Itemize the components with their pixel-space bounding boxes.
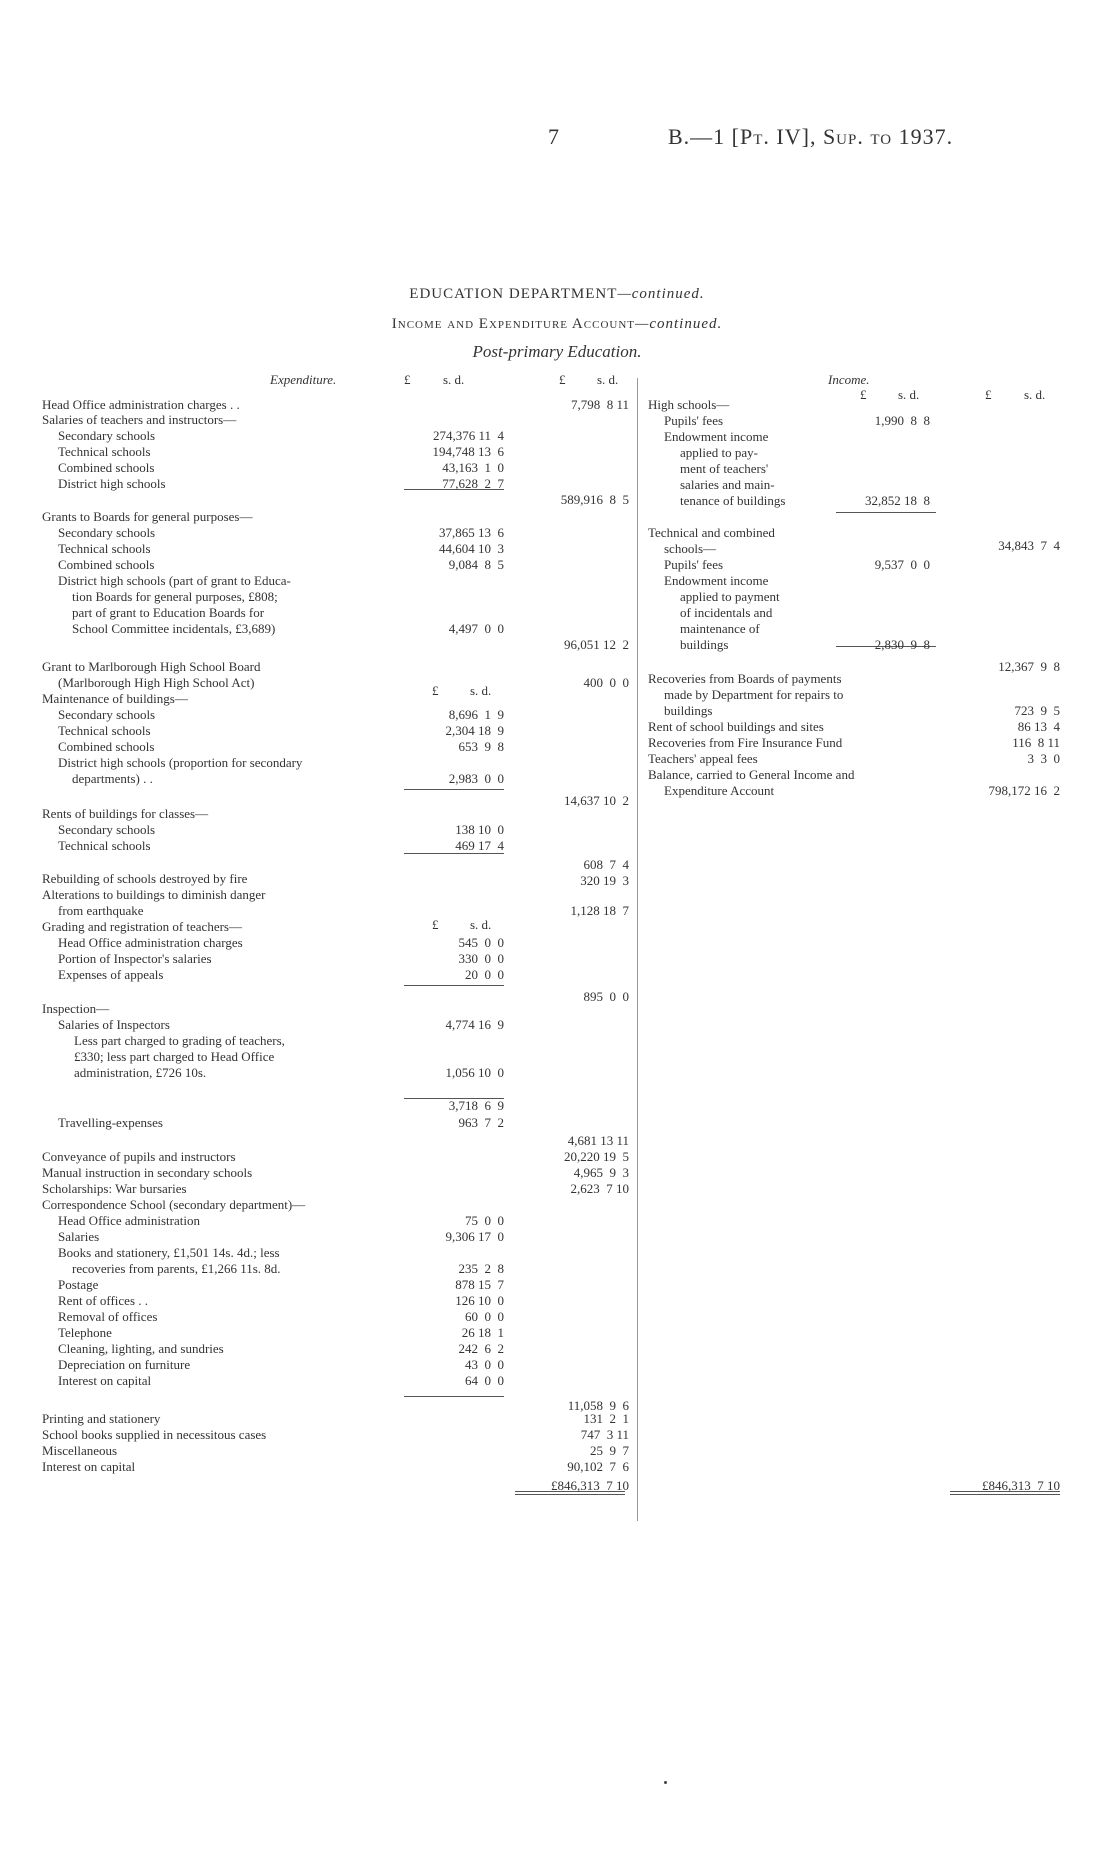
expenditure-line: (Marlborough High High School Act)	[58, 675, 255, 690]
expenditure-line: Expenses of appeals	[58, 967, 164, 982]
pound-heading: £	[559, 372, 566, 387]
expenditure-amount: 8,696 1 9	[448, 707, 504, 722]
page-number: 7	[548, 124, 559, 149]
section-title: Post-primary Education.	[472, 342, 642, 361]
expenditure-line: District high schools	[58, 476, 166, 491]
expenditure-line: District high schools (part of grant to Educa-	[58, 573, 291, 588]
expenditure-line: Books and stationery, £1,501 14s. 4d.; less	[58, 1245, 280, 1260]
expenditure-line: School books supplied in necessitous cases	[42, 1427, 267, 1442]
expenditure-line: Head Office administration	[58, 1213, 200, 1228]
expenditure-line: Telephone	[58, 1325, 112, 1340]
expenditure-line: Technical schools	[58, 541, 151, 556]
expenditure-amount: 75 0 0	[465, 1213, 504, 1228]
expenditure-line: Grants to Boards for general purposes—	[42, 509, 253, 524]
rule	[404, 985, 504, 986]
expenditure-amount: 2,983 0 0	[448, 771, 504, 786]
expenditure-amount: 963 7 2	[458, 1115, 504, 1130]
expenditure-amount: 545 0 0	[458, 935, 504, 950]
sd-heading: s. d.	[1024, 387, 1046, 402]
expenditure-amount: 9,084 8 5	[448, 557, 504, 572]
income-amount: 9,537 0 0	[874, 557, 930, 572]
expenditure-line: Secondary schools	[58, 525, 156, 540]
expenditure-line: Cleaning, lighting, and sundries	[58, 1341, 224, 1356]
expenditure-line: part of grant to Education Boards for	[72, 605, 265, 620]
pound-heading: £	[432, 683, 439, 698]
income-heading: Income.	[828, 372, 870, 387]
expenditure-line: administration, £726 10s.	[74, 1065, 207, 1080]
expenditure-heading: Expenditure.	[270, 372, 337, 387]
expenditure-line: Combined schools	[58, 460, 155, 475]
expenditure-line: Rebuilding of schools destroyed by fire	[42, 871, 248, 886]
sd-heading: s. d.	[443, 372, 465, 387]
expenditure-line: Combined schools	[58, 557, 155, 572]
expenditure-line: Head Office administration charges	[58, 935, 243, 950]
income-total: 86 13 4	[1017, 719, 1060, 734]
expenditure-line: School Committee incidentals, £3,689)	[72, 621, 276, 636]
expenditure-line: Alterations to buildings to diminish danger	[42, 887, 266, 902]
expenditure-total: 895 0 0	[583, 989, 629, 1004]
income-line: Pupils' fees	[664, 557, 724, 572]
expenditure-total: 320 19 3	[580, 873, 629, 888]
expenditure-line: Rents of buildings for classes—	[42, 806, 209, 821]
expenditure-total: 2,623 7 10	[570, 1181, 629, 1196]
expenditure-line: Grading and registration of teachers—	[42, 919, 242, 934]
income-total: 12,367 9 8	[998, 659, 1060, 674]
account-title: Income and Expenditure Account—continued.	[391, 316, 723, 332]
expenditure-line: Head Office administration charges . .	[42, 397, 240, 412]
sd-heading: s. d.	[470, 917, 492, 932]
expenditure-line: Conveyance of pupils and instructors	[42, 1149, 236, 1164]
expenditure-amount: 4,497 0 0	[448, 621, 504, 636]
income-line: Pupils' fees	[664, 413, 724, 428]
expenditure-total: 589,916 8 5	[560, 492, 629, 507]
expenditure-total: 11,058 9 6	[567, 1398, 629, 1413]
expenditure-line: Technical schools	[58, 444, 151, 459]
expenditure-total: £846,313 7 10	[551, 1478, 629, 1493]
expenditure-line: Miscellaneous	[42, 1443, 118, 1458]
rule	[950, 1494, 1060, 1495]
income-line: Rent of school buildings and sites	[648, 719, 824, 734]
expenditure-amount: 37,865 13 6	[439, 525, 504, 540]
income-total: 723 9 5	[1014, 703, 1060, 718]
income-line: buildings	[680, 637, 729, 652]
expenditure-amount: 77,628 2 7	[442, 476, 504, 491]
rule	[404, 853, 504, 854]
income-line: High schools—	[648, 397, 730, 412]
page-mark	[664, 1781, 667, 1784]
expenditure-amount: 43,163 1 0	[442, 460, 504, 475]
expenditure-amount: 126 10 0	[455, 1293, 504, 1308]
expenditure-line: Interest on capital	[42, 1459, 136, 1474]
expenditure-line: Less part charged to grading of teachers,	[74, 1033, 285, 1048]
expenditure-line: Correspondence School (secondary department)—	[42, 1197, 306, 1212]
expenditure-amount: 138 10 0	[455, 822, 504, 837]
rule	[515, 1494, 625, 1495]
expenditure-total: 400 0 0	[583, 675, 629, 690]
income-line: applied to payment	[680, 589, 780, 604]
expenditure-total: 747 3 11	[580, 1427, 629, 1442]
income-line: Recoveries from Boards of payments	[648, 671, 842, 686]
expenditure-amount: 60 0 0	[465, 1309, 504, 1324]
pound-heading: £	[432, 917, 439, 932]
income-line: salaries and main-	[680, 477, 775, 492]
income-amount: 1,990 8 8	[874, 413, 930, 428]
expenditure-total: 96,051 12 2	[564, 637, 629, 652]
sd-heading: s. d.	[898, 387, 920, 402]
expenditure-line: from earthquake	[58, 903, 144, 918]
expenditure-amount: 64 0 0	[465, 1373, 504, 1388]
pound-heading: £	[985, 387, 992, 402]
expenditure-amount: 242 6 2	[458, 1341, 504, 1356]
income-line: schools—	[664, 541, 716, 556]
column-divider	[637, 378, 638, 1521]
income-line: made by Department for repairs to	[664, 687, 844, 702]
expenditure-amount: 274,376 11 4	[432, 428, 504, 443]
expenditure-line: departments) . .	[72, 771, 153, 786]
rule	[404, 789, 504, 790]
income-total: 116 8 11	[1012, 735, 1060, 750]
expenditure-line: Secondary schools	[58, 822, 156, 837]
income-line: Endowment income	[664, 573, 769, 588]
expenditure-line: £330; less part charged to Head Office	[74, 1049, 275, 1064]
expenditure-total: 90,102 7 6	[567, 1459, 629, 1474]
expenditure-line: Interest on capital	[58, 1373, 152, 1388]
income-line: tenance of buildings	[680, 493, 786, 508]
income-line: Teachers' appeal fees	[648, 751, 758, 766]
income-line: Recoveries from Fire Insurance Fund	[648, 735, 843, 750]
expenditure-line: Scholarships: War bursaries	[42, 1181, 187, 1196]
expenditure-line: Secondary schools	[58, 707, 156, 722]
expenditure-line: Salaries of teachers and instructors—	[42, 412, 237, 427]
expenditure-line: Grant to Marlborough High School Board	[42, 659, 261, 674]
expenditure-total: 20,220 19 5	[564, 1149, 629, 1164]
expenditure-amount: 1,056 10 0	[445, 1065, 504, 1080]
expenditure-line: Salaries of Inspectors	[58, 1017, 170, 1032]
expenditure-line: Technical schools	[58, 723, 151, 738]
sd-heading: s. d.	[470, 683, 492, 698]
expenditure-amount: 194,748 13 6	[432, 444, 504, 459]
expenditure-amount: 653 9 8	[458, 739, 504, 754]
income-total: 3 3 0	[1027, 751, 1060, 766]
expenditure-line: Salaries	[58, 1229, 100, 1244]
income-line: Technical and combined	[648, 525, 775, 540]
income-line: of incidentals and	[680, 605, 773, 620]
expenditure-amount: 44,604 10 3	[439, 541, 504, 556]
expenditure-line: Printing and stationery	[42, 1411, 161, 1426]
income-total: £846,313 7 10	[982, 1478, 1060, 1493]
sd-heading: s. d.	[597, 372, 619, 387]
expenditure-line: Technical schools	[58, 838, 151, 853]
expenditure-total: 4,965 9 3	[573, 1165, 629, 1180]
expenditure-total: 608 7 4	[583, 857, 629, 872]
pound-heading: £	[860, 387, 867, 402]
expenditure-line: Combined schools	[58, 739, 155, 754]
expenditure-total: 4,681 13 11	[567, 1133, 629, 1148]
expenditure-amount: 878 15 7	[455, 1277, 504, 1292]
income-amount: 32,852 18 8	[865, 493, 930, 508]
expenditure-line: Portion of Inspector's salaries	[58, 951, 212, 966]
expenditure-line: recoveries from parents, £1,266 11s. 8d.	[72, 1261, 281, 1276]
expenditure-amount: 469 17 4	[455, 838, 504, 853]
income-line: Endowment income	[664, 429, 769, 444]
rule	[404, 1396, 504, 1397]
expenditure-line: Maintenance of buildings—	[42, 691, 188, 706]
expenditure-amount: 43 0 0	[465, 1357, 504, 1372]
income-amount: 2,830 9 8	[874, 637, 930, 652]
income-total: 34,843 7 4	[998, 538, 1060, 553]
expenditure-total: 7,798 8 11	[570, 397, 629, 412]
expenditure-amount: 9,306 17 0	[445, 1229, 504, 1244]
expenditure-amount: 2,304 18 9	[445, 723, 504, 738]
expenditure-amount: 3,718 6 9	[448, 1098, 504, 1113]
pound-heading: £	[404, 372, 411, 387]
income-line: Expenditure Account	[664, 783, 775, 798]
expenditure-line: Removal of offices	[58, 1309, 158, 1324]
income-line: applied to pay-	[680, 445, 758, 460]
expenditure-line: Travelling-expenses	[58, 1115, 163, 1130]
expenditure-amount: 4,774 16 9	[445, 1017, 504, 1032]
expenditure-line: Postage	[58, 1277, 99, 1292]
expenditure-amount: 26 18 1	[461, 1325, 504, 1340]
expenditure-line: tion Boards for general purposes, £808;	[72, 589, 278, 604]
expenditure-line: District high schools (proportion for secondary	[58, 755, 303, 770]
expenditure-line: Rent of offices . .	[58, 1293, 149, 1308]
expenditure-total: 14,637 10 2	[564, 793, 629, 808]
expenditure-amount: 235 2 8	[458, 1261, 504, 1276]
expenditure-total: 131 2 1	[583, 1411, 629, 1426]
income-total: 798,172 16 2	[988, 783, 1060, 798]
income-line: ment of teachers'	[680, 461, 769, 476]
expenditure-line: Inspection—	[42, 1001, 110, 1016]
department-title: EDUCATION DEPARTMENT—continued.	[409, 286, 705, 302]
expenditure-amount: 20 0 0	[465, 967, 504, 982]
expenditure-total: 1,128 18 7	[570, 903, 629, 918]
expenditure-line: Depreciation on furniture	[58, 1357, 191, 1372]
income-line: Balance, carried to General Income and	[648, 767, 855, 782]
expenditure-total: 25 9 7	[590, 1443, 629, 1458]
expenditure-amount: 330 0 0	[458, 951, 504, 966]
document-reference: B.—1 [Pt. IV], Sup. to 1937.	[668, 124, 954, 149]
income-line: buildings	[664, 703, 713, 718]
income-line: maintenance of	[680, 621, 760, 636]
rule	[836, 512, 936, 513]
expenditure-line: Secondary schools	[58, 428, 156, 443]
expenditure-line: Manual instruction in secondary schools	[42, 1165, 253, 1180]
